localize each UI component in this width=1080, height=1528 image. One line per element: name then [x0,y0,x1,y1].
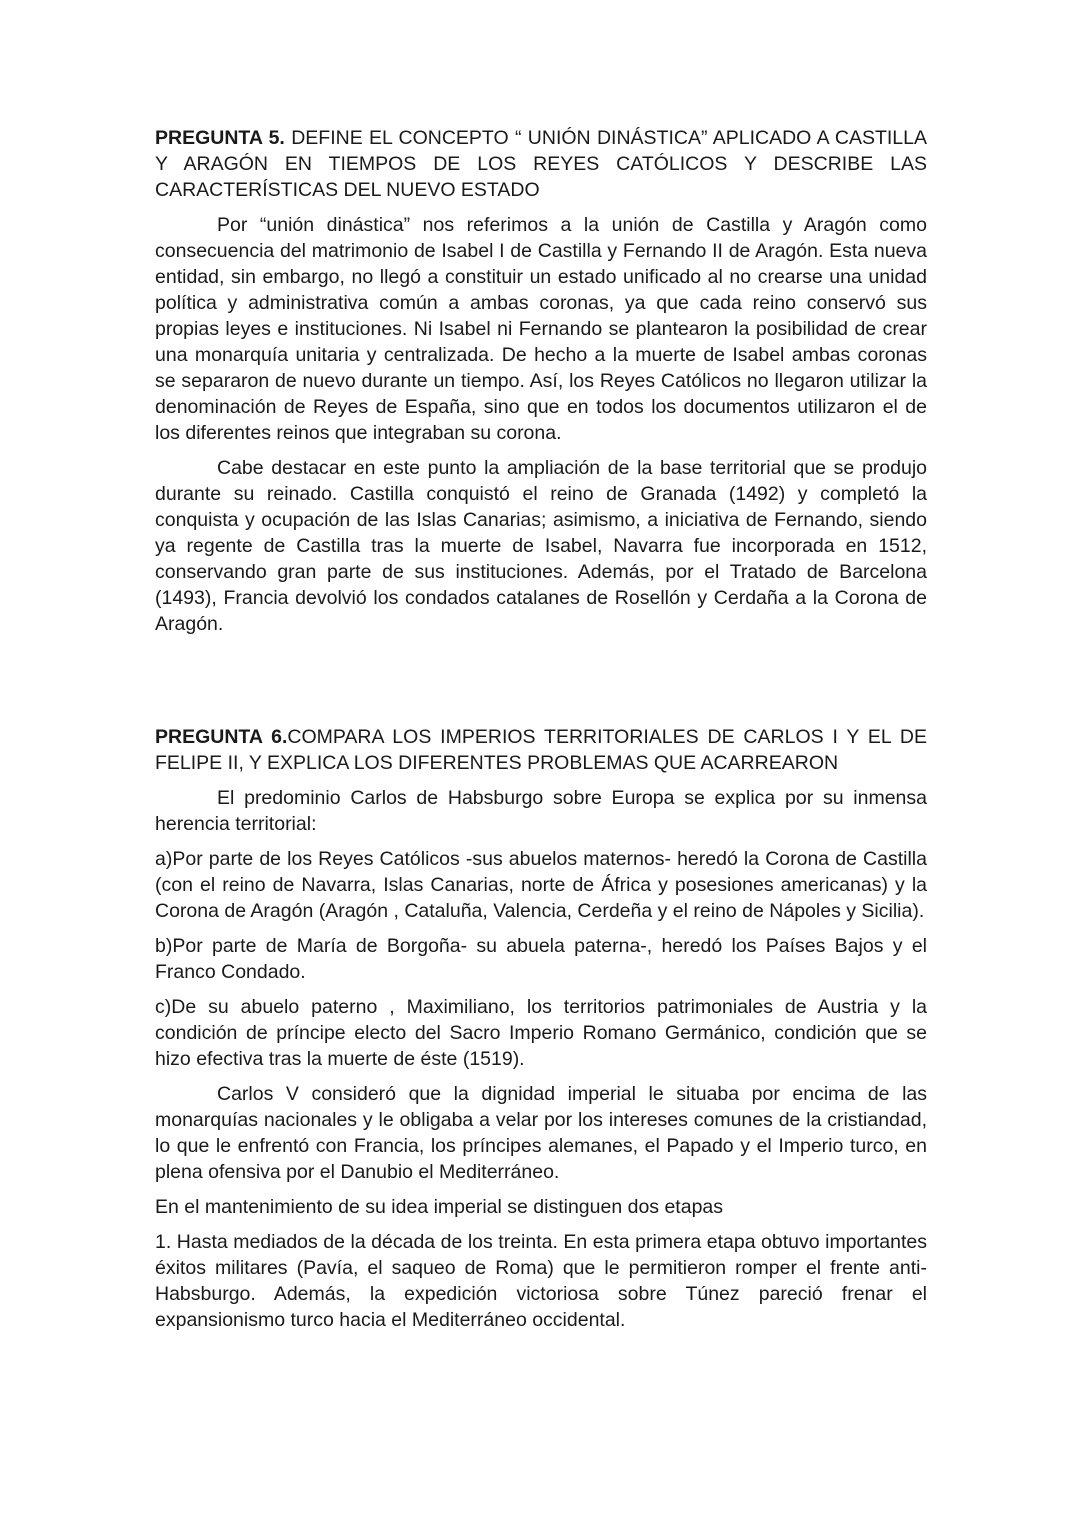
question-6-intro: El predominio Carlos de Habsburgo sobre Europa se explica por su inmensa herencia territorial: [155,787,927,835]
question-6-title: COMPARA LOS IMPERIOS TERRITORIALES DE CARLOS I Y EL DE FELIPE II, Y EXPLICA LOS DIFERENTES PROBLEMAS QUE ACARREARON [155,726,927,774]
question-5-heading [155,125,927,203]
question-5-label: PREGUNTA 5. [155,127,285,149]
question-6-heading [155,724,927,776]
question-5-paragraph-1: Por “unión dinástica” nos referimos a la unión de Castilla y Aragón como consecuencia del matrimonio de Isabel I de Castilla y Fernando II de Aragón. Esta nueva entidad, sin embargo, no llegó a constituir un estado unificado al no crearse una unidad política y administrativa común a ambas coronas, ya que cada reino conservó sus propias leyes e instituciones. Ni Isabel ni Fernando se plantearon la posibilidad de crear una monarquía unitaria y centralizada. De hecho a la muerte de Isabel ambas coronas se separaron de nuevo durante un tiempo. Así, los Reyes Católicos no llegaron utilizar la denominación de Reyes de España, sino que en todos los documentos utilizaron el de los diferentes reinos que integraban su corona. [155,214,927,444]
section-spacer [155,646,927,724]
inheritance-item-a: a)Por parte de los Reyes Católicos -sus abuelos maternos- heredó la Corona de Castilla (con el reino de Navarra, Islas Canarias, norte de África y posesiones americanas) y la Corona de Aragón (Aragón , Cataluña, Valencia, Cerdeña y el reino de Nápoles y Sicilia). [155,848,927,922]
question-6-label: PREGUNTA 6. [155,726,288,748]
stage-1-paragraph: 1. Hasta mediados de la década de los treinta. En esta primera etapa obtuvo importantes éxitos militares (Pavía, el saqueo de Roma) que le permitieron romper el frente anti-Habsburgo. Además, la expedición victoriosa sobre Túnez pareció frenar el expansionismo turco hacia el Mediterráneo occidental. [155,1231,927,1331]
document-page [155,125,927,1342]
inheritance-item-c: c)De su abuelo paterno , Maximiliano, los territorios patrimoniales de Austria y la condición de príncipe electo del Sacro Imperio Romano Germánico, condición que se hizo efectiva tras la muerte de éste (1519). [155,996,927,1070]
inheritance-item-b: b)Por parte de María de Borgoña- su abuela paterna-, heredó los Países Bajos y el Franco Condado. [155,935,927,983]
question-5-paragraph-2: Cabe destacar en este punto la ampliación de la base territorial que se produjo durante su reinado. Castilla conquistó el reino de Granada (1492) y completó la conquista y ocupación de las Islas Canarias; asimismo, a iniciativa de Fernando, siendo ya regente de Castilla tras la muerte de Isabel, Navarra fue incorporada en 1512, conservando gran parte de sus instituciones. Además, por el Tratado de Barcelona (1493), Francia devolvió los condados catalanes de Rosellón y Cerdaña a la Corona de Aragón. [155,457,927,635]
stages-intro: En el mantenimiento de su idea imperial se distinguen dos etapas [155,1196,724,1218]
carlos-v-paragraph: Carlos V consideró que la dignidad imperial le situaba por encima de las monarquías nacionales y le obligaba a velar por los intereses comunes de la cristiandad, lo que le enfrentó con Francia, los príncipes alemanes, el Papado y el Imperio turco, en plena ofensiva por el Danubio el Mediterráneo. [155,1083,927,1183]
question-5-title: DEFINE EL CONCEPTO “ UNIÓN DINÁSTICA” APLICADO A CASTILLA Y ARAGÓN EN TIEMPOS DE LOS REYES CATÓLICOS Y DESCRIBE LAS CARACTERÍSTICAS DEL NUEVO ESTADO [155,127,927,201]
